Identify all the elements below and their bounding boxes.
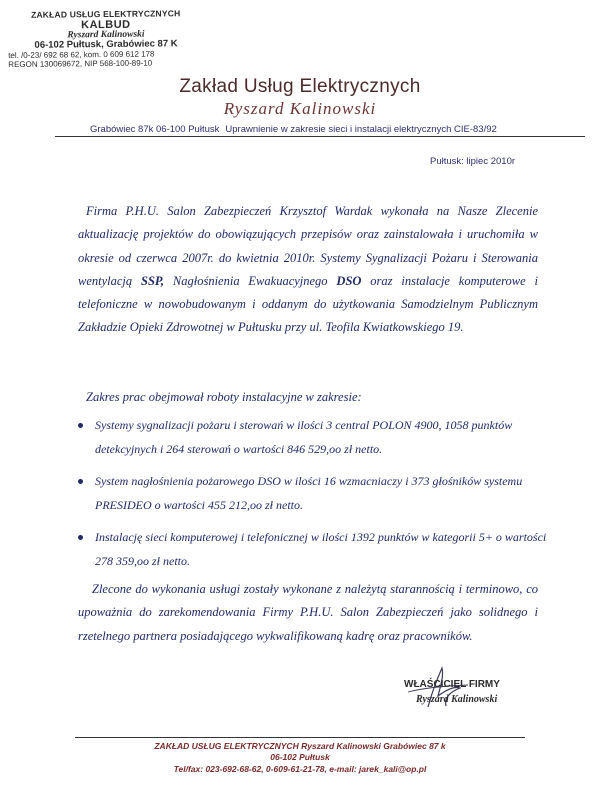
- ssp-abbrev: SSP,: [141, 273, 165, 288]
- letterhead-info-line: [90, 124, 570, 135]
- bullet-icon: [78, 535, 83, 540]
- signature-title: WŁAŚCICIEL FIRMY: [404, 679, 500, 690]
- stamp-brand: KALBUD: [81, 18, 131, 31]
- scope-heading: Zakres prac obejmował roboty instalacyjne w zakresie:: [86, 390, 362, 404]
- letterhead-owner: Ryszard Kalinowski: [223, 99, 377, 118]
- footer-company: ZAKŁAD USŁUG ELEKTRYCZNYCH Ryszard Kalinowski Grabówiec 87 k: [154, 741, 446, 751]
- bullet-icon: [78, 479, 83, 484]
- dso-abbrev: DSO: [336, 273, 362, 288]
- conclusion-paragraph: Zlecone do wykonania usługi zostały wykonane z należytą starannością i terminowo, co upoważnia do zarekomendowania Firmy P.H.U. Salon Zabezpieczeń jako solidnego i rzetelnego partnera posiadającego wykwalifikowaną kadrę oraz pracowników.: [78, 582, 538, 643]
- signature-name: Ryszard Kalinowski: [416, 694, 498, 705]
- stamp-owner: Ryszard Kalinowski: [67, 29, 145, 40]
- letterhead-address: Grabówiec 87k 06-100 Pułtusk: [90, 124, 220, 135]
- letterhead-company: Zakład Usług Elektrycznych: [179, 76, 421, 97]
- stamp-regon-nip: REGON 130069672, NIP 568-100-89-10: [8, 58, 153, 70]
- stamp-phone: tel. /0-23/ 692 68 62, kom. 0 609 612 178: [8, 48, 155, 60]
- place-date: Pułtusk: lipiec 2010r: [430, 156, 516, 167]
- header-divider: [55, 136, 585, 137]
- scope-list: [78, 413, 548, 581]
- stamp-company-line: ZAKŁAD USŁUG ELEKTRYCZNYCH: [30, 8, 181, 20]
- footer-contact: Tel/fax: 023-692-68-62, 0-609-61-21-78, e-mail: jarek_kali@op.pl: [173, 764, 427, 774]
- intro-paragraph: Firma P.H.U. Salon Zabezpieczeń Krzysztof Wardak wykonała na Nasze Zlecenie aktualizację projektów do obowiązujących przepisów oraz zainstalowała i uruchomiła w okresie od czerwca 2007r. do kwietnia 2010r. Systemy Sygnalizacji Pożaru i Sterowania wentylacją SSP, Nagłośnienia Ewakuacyjnego DSO oraz instalacje komputerowe i telefoniczne w nowobudowanym i oddanym do użytkowania Samodzielnym Publicznym Zakładzie Opieki Zdrowotnej w Pułtusku przy ul. Teofila Kwiatkowskiego 19.: [78, 204, 539, 335]
- letterhead-license: Uprawnienie w zakresie sieci i instalacji elektrycznych CIE-83/92: [225, 124, 497, 135]
- company-stamp: [6, 9, 207, 70]
- list-item: Systemy sygnalizacji pożaru i sterowań w ilości 3 central POLON 4900, 1058 punktów detekcyjnych i 264 sterowań o wartości 846 529,oo zł netto.: [78, 413, 548, 461]
- list-item: System nagłośnienia pożarowego DSO w ilości 16 wzmacniaczy i 373 głośników systemu PRESIDEO o wartości 455 212,oo zł netto.: [78, 469, 548, 517]
- stamp-address: 06-102 Pułtusk, Grabówiec 87 K: [34, 38, 178, 51]
- footer-postcode: 06-102 Pułtusk: [270, 752, 330, 762]
- list-item: Instalację sieci komputerowej i telefonicznej w ilości 1392 punktów w kategorii 5+ o wartości 278 359,oo zł netto.: [78, 525, 548, 573]
- footer-divider: [75, 737, 525, 738]
- bullet-icon: [78, 423, 83, 428]
